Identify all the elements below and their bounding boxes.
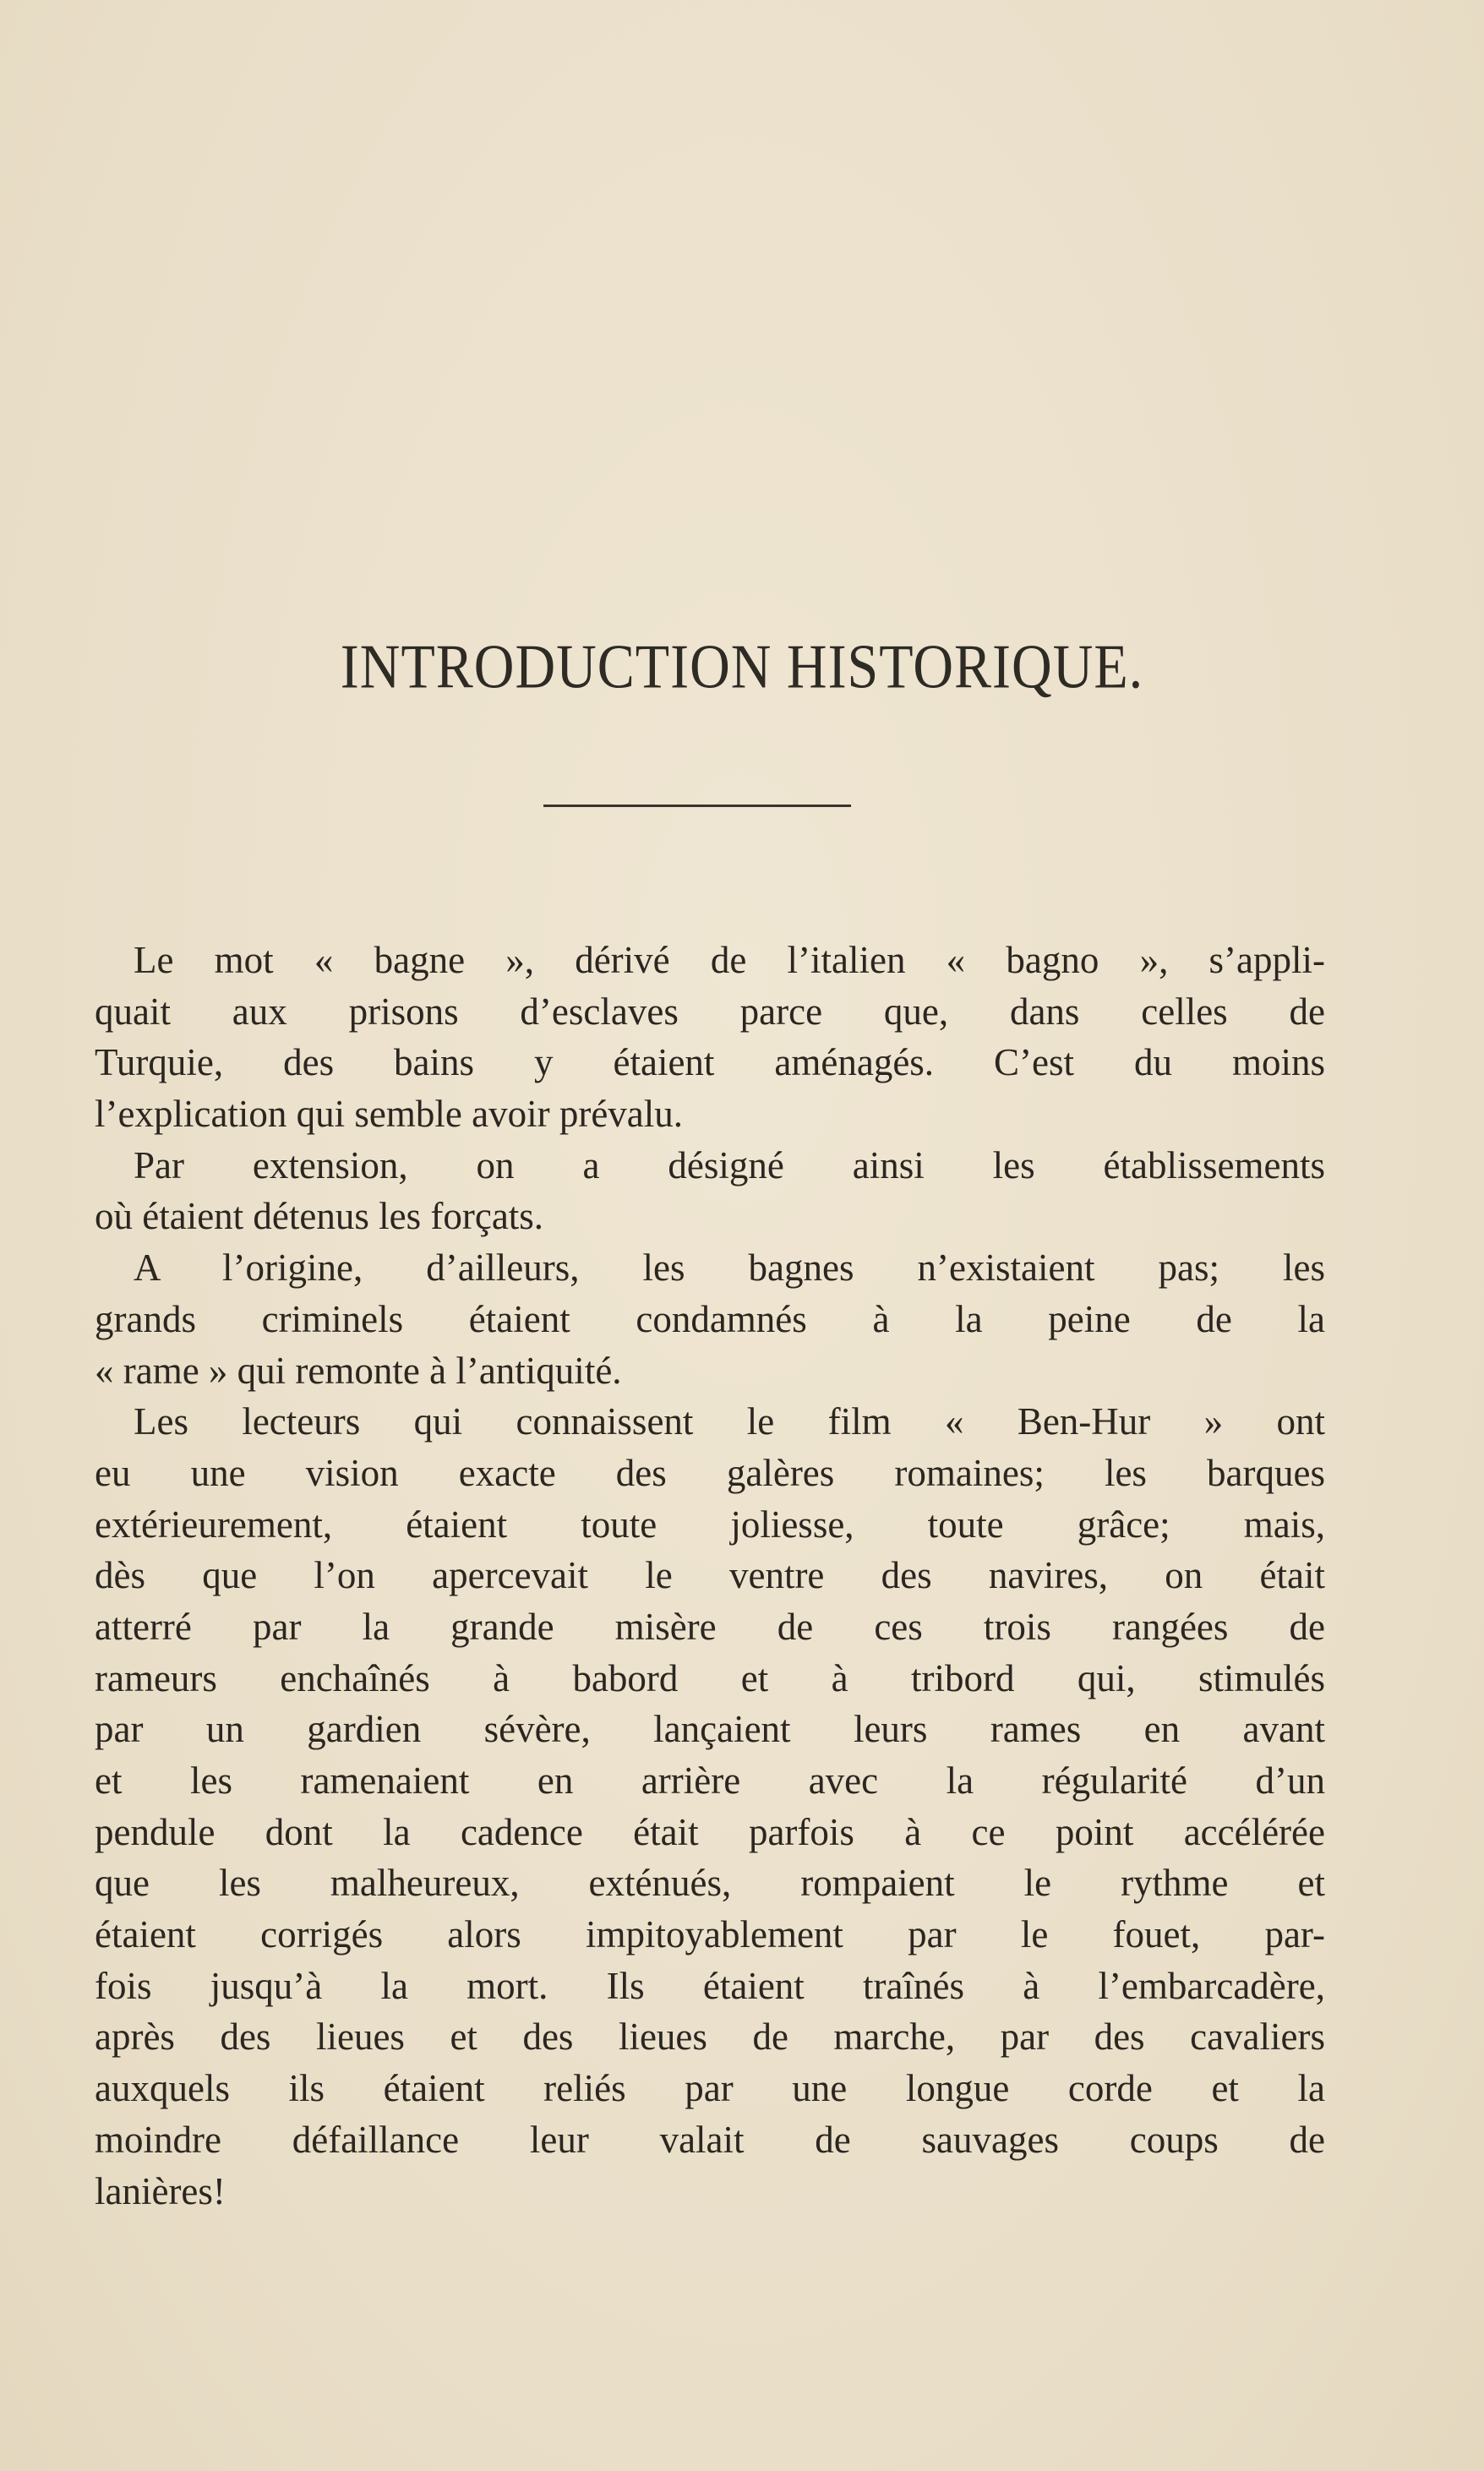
text-line: quait aux prisons d’esclaves parce que, dans celles de [95,990,1325,1033]
text-line: grands criminels étaient condamnés à la peine de la [95,1297,1325,1340]
text-line: auxquels ils étaient reliés par une longue corde et la [95,2067,1325,2110]
text-line: rameurs enchaînés à babord et à tribord qui, stimulés [95,1656,1325,1699]
text-line: l’explication qui semble avoir prévalu. [95,1093,684,1136]
text-line: extérieurement, étaient toute joliesse, toute grâce; mais, [95,1503,1325,1546]
text-line: étaient corrigés alors impitoyablement par le fouet, par- [95,1913,1325,1956]
text-line: eu une vision exacte des galères romaines; les barques [95,1451,1325,1494]
text-line: par un gardien sévère, lançaient leurs rames en avant [95,1708,1325,1751]
text-line: pendule dont la cadence était parfois à ce point accélérée [95,1810,1325,1853]
text-line: Les lecteurs qui connaissent le film « Ben-Hur » ont [134,1400,1325,1443]
text-line: A l’origine, d’ailleurs, les bagnes n’existaient pas; les [134,1246,1325,1290]
text-line: après des lieues et des lieues de marche, par des cavaliers [95,2016,1325,2059]
text-line: « rame » qui remonte à l’antiquité. [95,1349,622,1392]
text-line: lanières! [95,2169,226,2212]
text-line: atterré par la grande misère de ces trois rangées de [95,1605,1325,1648]
text-line: Turquie, des bains y étaient aménagés. C’est du moins [95,1041,1325,1084]
text-line: et les ramenaient en arrière avec la régularité d’un [95,1759,1325,1802]
text-line: Le mot « bagne », dérivé de l’italien « bagno », s’appli- [134,939,1325,981]
text-line: que les malheureux, exténués, rompaient le rythme et [95,1862,1325,1905]
body-text [95,935,1325,2217]
text-line: fois jusqu’à la mort. Ils étaient traînés à l’embarcadère, [95,1964,1325,2007]
text-line: dès que l’on apercevait le ventre des navires, on était [95,1554,1325,1597]
chapter-title: INTRODUCTION HISTORIQUE. [340,632,1144,702]
title-divider [543,805,851,807]
text-line: Par extension, on a désigné ainsi les établissements [134,1143,1325,1186]
text-line: où étaient détenus les forçats. [95,1195,544,1238]
text-line: moindre défaillance leur valait de sauvages coups de [95,2118,1325,2161]
